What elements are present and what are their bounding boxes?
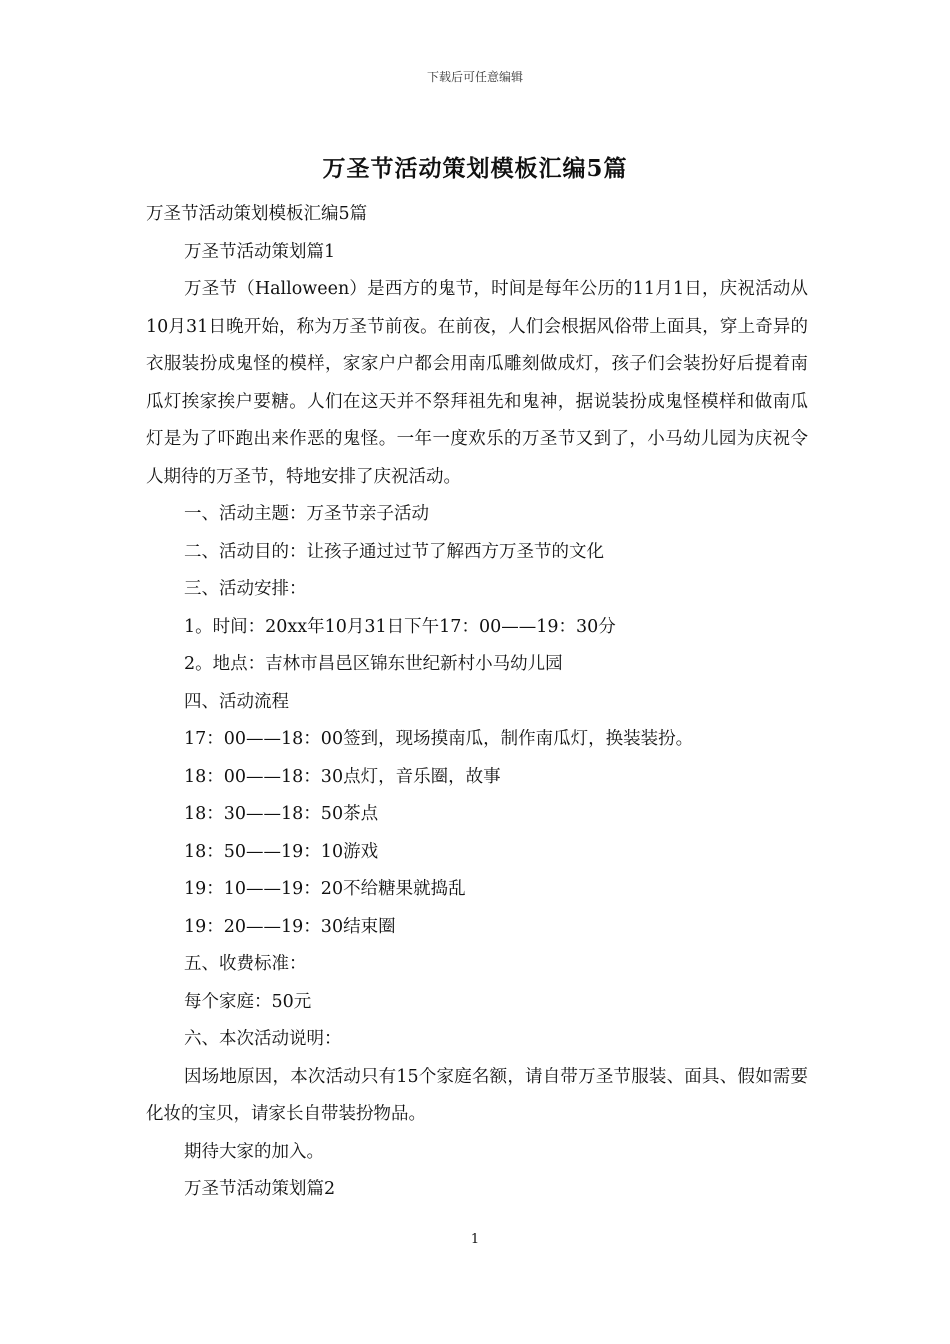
document-body xyxy=(146,196,808,1209)
schedule-item: 18：50——19：10游戏 xyxy=(184,841,379,862)
page-header: 下载后可任意编辑 xyxy=(426,70,523,84)
notes-heading: 六、本次活动说明： xyxy=(184,1029,342,1049)
intro-paragraph: 万圣节（Halloween）是西方的鬼节，时间是每年公历的11月1日，庆祝活动从10月31日晚开始，称为万圣节前夜。在前夜，人们会根据风俗带上面具，穿上奇异的衣服装扮成鬼怪的模样，家家户户都会用南瓜雕刻做成灯，孩子们会装扮好后提着南瓜灯挨家挨户要糖。人们在这天并不祭拜祖先和鬼神，据说装扮成鬼怪模样和做南瓜灯是为了吓跑出来作恶的鬼怪。一年一度欢乐的万圣节又到了，小马幼儿园为庆祝令人期待的万圣节，特地安排了庆祝活动。 xyxy=(146,279,808,487)
subtitle: 万圣节活动策划模板汇编5篇 xyxy=(146,204,368,224)
place-line: 2。地点：吉林市昌邑区锦东世纪新村小马幼儿园 xyxy=(184,654,563,674)
schedule-item: 18：00——18：30点灯，音乐圈，故事 xyxy=(184,766,501,787)
section-heading-2: 万圣节活动策划篇2 xyxy=(184,1179,336,1199)
section-heading-1: 万圣节活动策划篇1 xyxy=(184,241,336,262)
document-title: 万圣节活动策划模板汇编5篇 xyxy=(322,155,628,182)
closing-line: 期待大家的加入。 xyxy=(184,1141,324,1162)
schedule-item: 19：20——19：30结束圈 xyxy=(184,916,396,937)
page-number: 1 xyxy=(470,1232,480,1247)
arrangement-heading: 三、活动安排： xyxy=(184,579,307,599)
fee-heading: 五、收费标准： xyxy=(184,954,307,974)
process-heading: 四、活动流程 xyxy=(184,691,289,712)
schedule-item: 18：30——18：50茶点 xyxy=(184,804,379,824)
schedule-item: 19：10——19：20不给糖果就捣乱 xyxy=(184,879,466,899)
schedule-item: 17：00——18：00签到，现场摸南瓜，制作南瓜灯，换装装扮。 xyxy=(184,729,694,749)
time-line: 1。时间：20xx年10月31日下午17：00——19：30分 xyxy=(184,616,616,637)
notes-paragraph: 因场地原因，本次活动只有15个家庭名额，请自带万圣节服装、面具、假如需要化妆的宝贝，请家长自带装扮物品。 xyxy=(146,1066,808,1124)
fee-line: 每个家庭：50元 xyxy=(184,991,312,1012)
purpose-line: 二、活动目的：让孩子通过过节了解西方万圣节的文化 xyxy=(184,541,604,562)
theme-line: 一、活动主题：万圣节亲子活动 xyxy=(184,504,429,524)
